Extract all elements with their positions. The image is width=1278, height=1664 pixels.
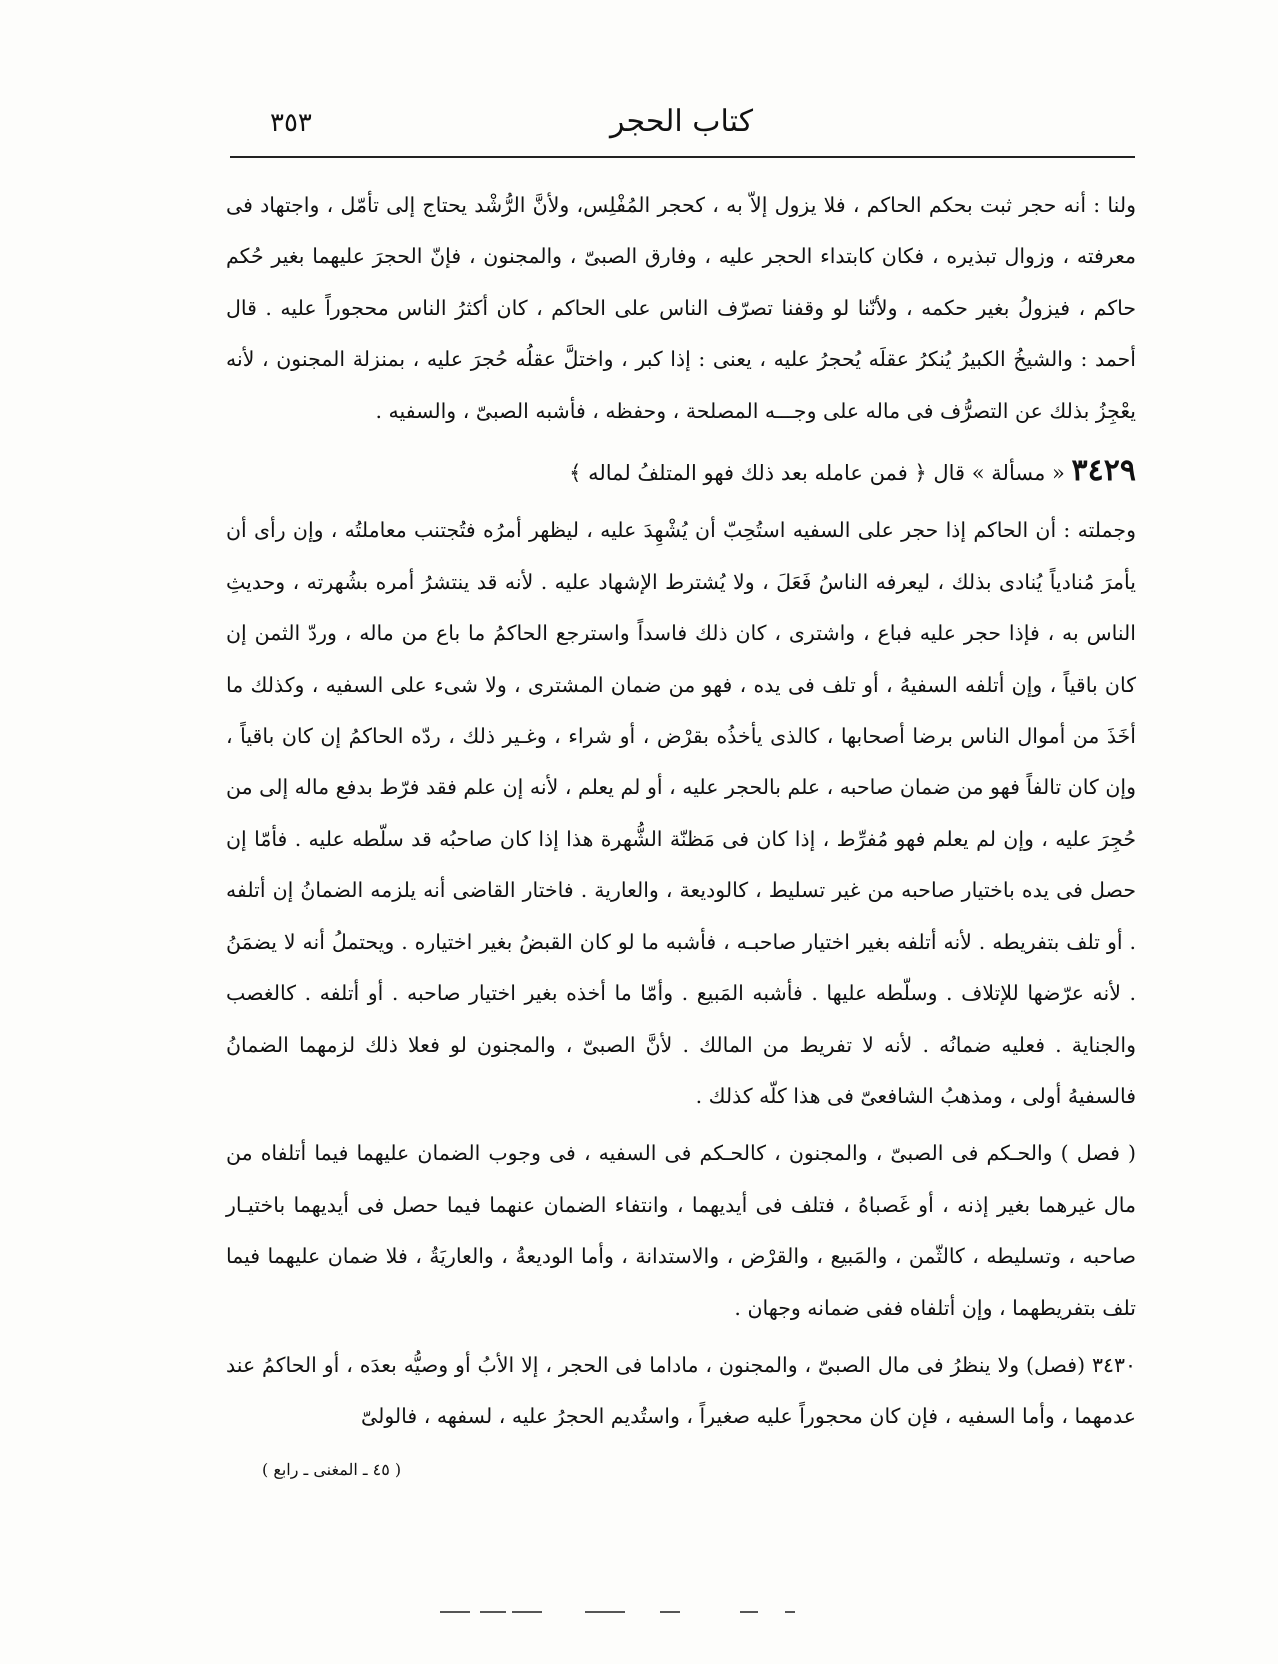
scan-mark [480,1611,506,1613]
footer-signature: ( ٤٥ ـ المغنى ـ رابع ) [262,1460,402,1479]
paragraph-4: ٣٤٣٠ (فصل) ولا ينظرُ فى مال الصبىّ ، والمجنون ، ماداما فى الحجر ، إلا الأبُ أو وصيُّه بعدَه ، أو الحاكمُ عند عدمهما ، وأما السفيه ، فإن كان محجوراً عليه صغيراً ، واستُديم الحجرُ عليه ، لسفهه ، فالولىّ [226,1352,1136,1429]
scan-mark [512,1611,542,1613]
scan-mark [660,1611,680,1613]
page-number: ٣٥٣ [270,108,312,138]
paragraph-2: وجملته : أن الحاكم إذا حجر على السفيه استُحِبّ أن يُشْهِدَ عليه ، ليظهر أمرُه فتُجتنب معاملتُه ، وإن رأى أن يأمرَ مُنادياً يُنادى بذلك ، ليعرفه الناسُ فَعَلَ ، ولا يُشترط الإشهاد عليه . لأنه قد ينتشرُ أمره بشُهرته ، وحديثِ الناس به ، فإذا حجر عليه فباع ، واشترى ، كان ذلك فاسداً واسترجع الحاكمُ ما باع من ماله ، وردّ الثمن إن كان باقياً ، وإن أتلفه السفيهُ ، أو تلف فى يده ، فهو من ضمان المشترى ، ولا شىء على السفيه ، وكذلك ما أخَذَ من أموال الناس برضا أصحابها ، كالذى يأخذُه بقرْض ، أو شراء ، وغـير ذلك ، ردّه الحاكمُ إن كان باقياً ، وإن كان تالفاً فهو من ضمان صاحبه ، علم بالحجر عليه ، أو لم يعلم ، لأنه إن علم فقد فرّط بدفع ماله إلى من حُجِرَ عليه ، وإن لم يعلم فهو مُفرِّط ، إذا كان فى مَظنّة الشُّهرة هذا إذا كان صاحبُه قد سلّطه عليه . فأمّا إن حصل فى يده باختيار صاحبه من غير تسليط ، كالوديعة ، والعارية . فاختار القاضى أنه يلزمه الضمانُ إن أتلفه . أو تلف بتفريطه . لأنه أتلفه بغير اختيار صاحبـه ، فأشبه ما لو كان القبضُ بغير اختياره . ويحتملُ أنه لا يضمَنُ . لأنه عرّضها للإتلاف . وسلّطه عليها . فأشبه المَبيع . وأمّا ما أخذه بغير اختيار صاحبه . أو أتلفه . كالغصب والجناية . فعليه ضمانُه . لأنه لا تفريط من المالك . لأنَّ الصبىّ ، والمجنون لو فعلا ذلك لزمهما الضمانُ فالسفيهُ أولى ، ومذهبُ الشافعىّ فى هذا كلّه كذلك . [226,518,1136,1108]
running-title: كتاب الحجر [610,104,754,139]
scan-mark [585,1611,625,1613]
header-rule [230,156,1135,158]
scan-mark [785,1611,795,1613]
paragraph-3: ( فصل ) والحـكم فى الصبىّ ، والمجنون ، كالحـكم فى السفيه ، فى وجوب الضمان عليهما فيما أتلفاه من مال غيرهما بغير إذنه ، أو غَصباهُ ، فتلف فى أيديهما ، وانتفاء الضمان عنهما فيما حصل فى أيديهما باختيـار صاحبه ، وتسليطه ، كالثّمن ، والمَبيع ، والقرْض ، والاستدانة ، وأما الوديعةُ ، والعاريَةُ ، فلا ضمان عليهما فيما تلف بتفريطهما ، وإن أتلفاه ففى ضمانه وجهان . [226,1141,1136,1320]
body-text [226,180,1136,1443]
scan-mark [440,1611,470,1613]
issue-text: « مسألة » قال ﴿ فمن عامله بعد ذلك فهو المتلفُ لماله ﴾ [569,461,1065,486]
issue-number: ٣٤٢٩ [1071,453,1136,489]
page-header [230,100,1135,150]
scan-mark [740,1611,758,1613]
paragraph-1: ولنا : أنه حجر ثبت بحكم الحاكم ، فلا يزول إلاّ به ، كحجر المُفْلِس، ولأنَّ الرُّشْد يحتاج إلى تأمّل ، واجتهاد فى معرفته ، وزوال تبذيره ، فكان كابتداء الحجر عليه ، وفارق الصبىّ ، والمجنون ، فإنّ الحجرَ عليهما بغير حُكم حاكم ، فيزولُ بغير حكمه ، ولأنّنا لو وقفنا تصرّف الناس على الحاكم ، كان أكثرُ الناس محجوراً عليه . قال أحمد : والشيخُ الكبيرُ يُنكرُ عقلَه يُحجرُ عليه ، يعنى : إذا كبر ، واختلَّ عقلُه حُجرَ عليه ، بمنزلة المجنون ، لأنه يعْجِزُ بذلك عن التصرُّف فى ماله على وجـــه المصلحة ، وحفظه ، فأشبه الصبىّ ، والسفيه . [226,193,1136,423]
issue-heading [226,445,1136,499]
